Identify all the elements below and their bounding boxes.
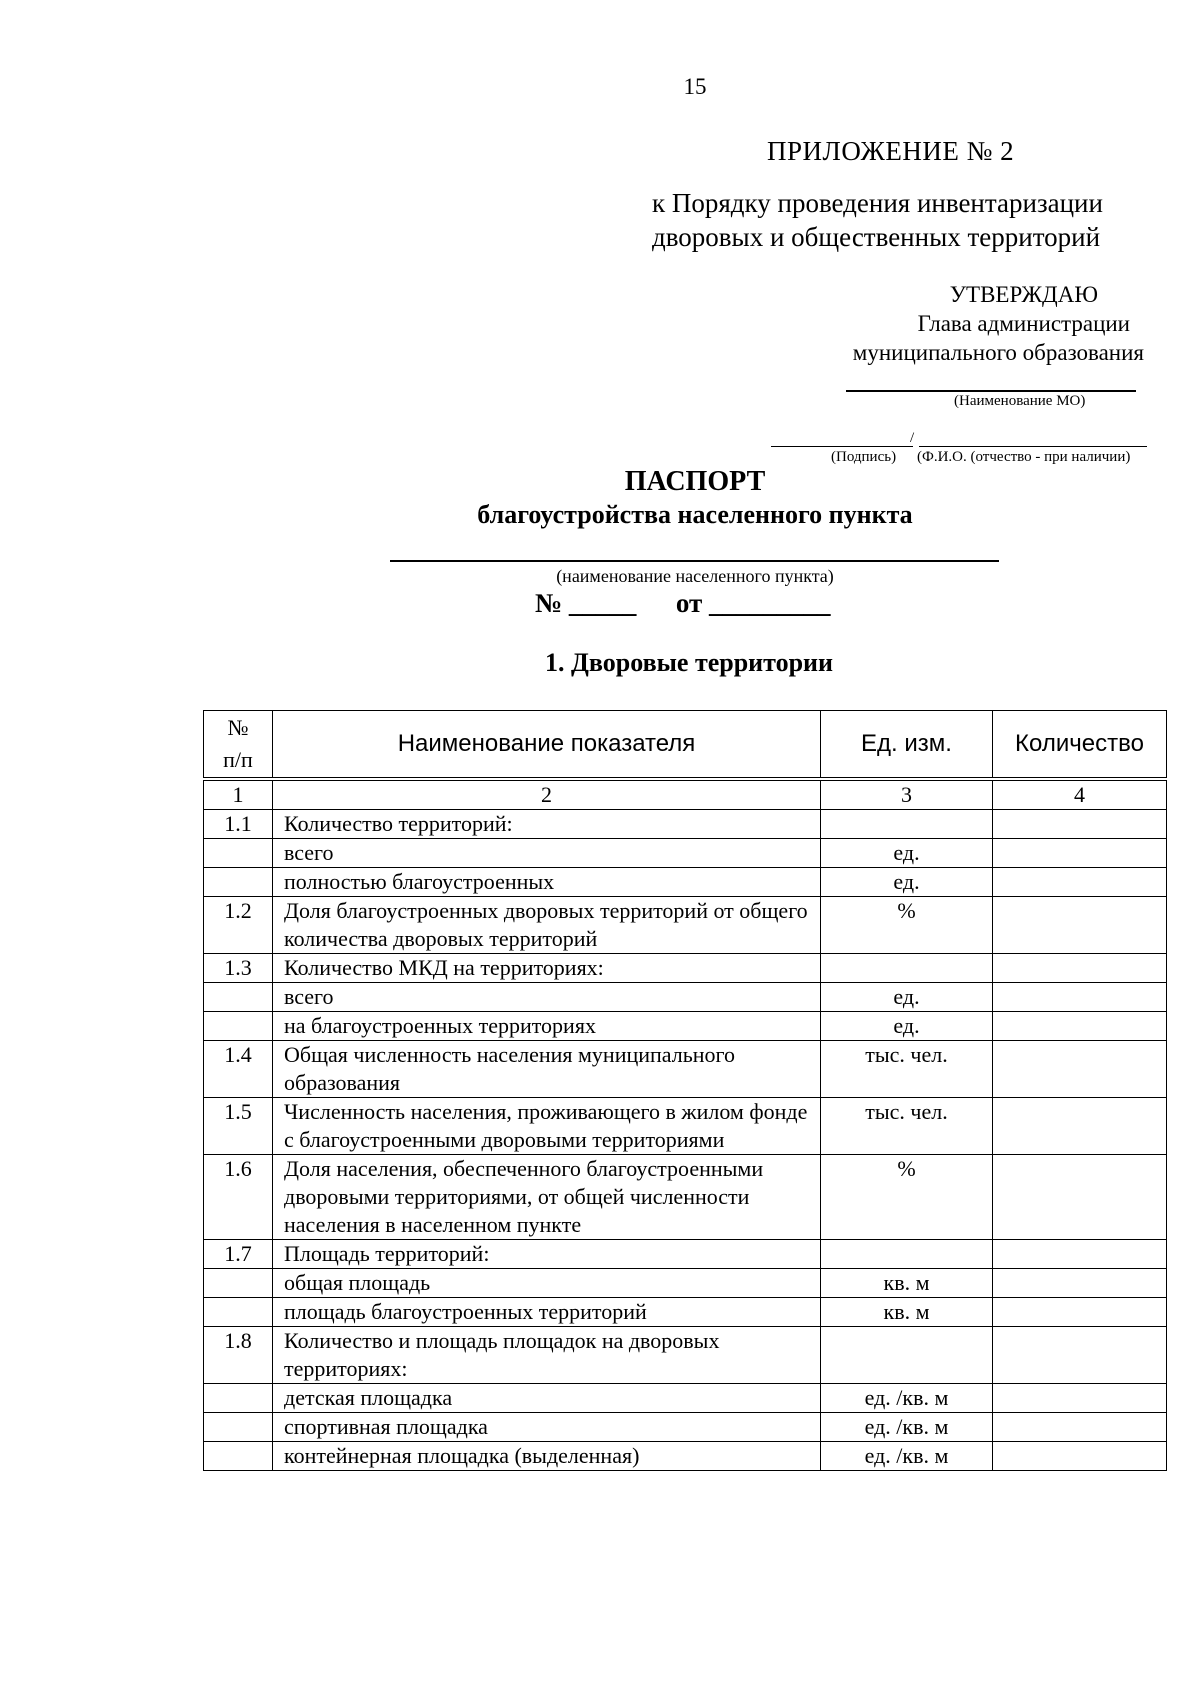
fio-caption: (Ф.И.О. (отчество - при наличии) <box>917 449 1131 465</box>
row-unit: % <box>821 1155 993 1240</box>
row-qty[interactable] <box>993 1327 1167 1384</box>
row-unit: ед. /кв. м <box>821 1413 993 1442</box>
row-unit: ед. <box>821 839 993 868</box>
row-num: 1.3 <box>204 954 273 983</box>
row-name: полностью благоустроенных <box>273 868 821 897</box>
header-name: Наименование показателя <box>273 711 821 780</box>
row-unit: ед. /кв. м <box>821 1384 993 1413</box>
row-name: детская площадка <box>273 1384 821 1413</box>
passport-subtitle: благоустройства населенного пункта <box>477 500 913 529</box>
appendix-title: ПРИЛОЖЕНИЕ № 2 <box>767 136 1015 166</box>
signature-line <box>771 446 913 447</box>
row-num <box>204 1442 273 1471</box>
row-name: площадь благоустроенных территорий <box>273 1298 821 1327</box>
row-qty[interactable] <box>993 983 1167 1012</box>
row-num <box>204 1298 273 1327</box>
row-name: спортивная площадка <box>273 1413 821 1442</box>
table-row <box>204 1298 1167 1327</box>
table-row <box>204 983 1167 1012</box>
row-name: общая площадь <box>273 1269 821 1298</box>
row-unit: ед. <box>821 868 993 897</box>
table-header-row <box>204 711 1167 780</box>
row-name: Численность населения, проживающего в жилом фонде с благоустроенными дворовыми территориями <box>273 1098 821 1155</box>
row-qty[interactable] <box>993 839 1167 868</box>
row-unit: тыс. чел. <box>821 1098 993 1155</box>
header-num-line-1: № <box>227 715 249 740</box>
row-unit: ед. /кв. м <box>821 1442 993 1471</box>
fio-line <box>919 446 1147 447</box>
table-row <box>204 839 1167 868</box>
approve-position-2: муниципального образования <box>852 340 1144 365</box>
row-name: Доля населения, обеспеченного благоустроенными дворовыми территориями, от общей численности населения в населенном пункте <box>273 1155 821 1240</box>
row-num <box>204 1413 273 1442</box>
header-num-line-2: п/п <box>223 747 253 772</box>
row-qty[interactable] <box>993 1384 1167 1413</box>
header-num <box>204 711 273 780</box>
header-qty: Количество <box>993 711 1167 780</box>
row-qty[interactable] <box>993 1298 1167 1327</box>
table-row <box>204 1384 1167 1413</box>
row-num <box>204 868 273 897</box>
row-name: Общая численность населения муниципального образования <box>273 1041 821 1098</box>
row-name: Количество МКД на территориях: <box>273 954 821 983</box>
row-qty[interactable] <box>993 810 1167 839</box>
table-row <box>204 1413 1167 1442</box>
section-title: 1. Дворовые территории <box>545 648 834 677</box>
appendix-line-2: дворовых и общественных территорий <box>652 222 1101 252</box>
row-unit: % <box>821 897 993 954</box>
row-num <box>204 1384 273 1413</box>
row-name: на благоустроенных территориях <box>273 1012 821 1041</box>
row-qty[interactable] <box>993 954 1167 983</box>
passport-date: от _________ <box>675 588 831 618</box>
settlement-caption: (наименование населенного пункта) <box>556 566 834 586</box>
table-row <box>204 868 1167 897</box>
approve-label: УТВЕРЖДАЮ <box>949 282 1098 307</box>
row-num: 1.7 <box>204 1240 273 1269</box>
table-row <box>204 1041 1167 1098</box>
row-name: всего <box>273 839 821 868</box>
row-name: всего <box>273 983 821 1012</box>
row-unit <box>821 1240 993 1269</box>
row-qty[interactable] <box>993 897 1167 954</box>
row-unit: кв. м <box>821 1269 993 1298</box>
row-qty[interactable] <box>993 1442 1167 1471</box>
row-qty[interactable] <box>993 1012 1167 1041</box>
index-cell-4: 4 <box>993 779 1167 810</box>
passport-number-date <box>535 588 831 619</box>
index-cell-3: 3 <box>821 779 993 810</box>
row-qty[interactable] <box>993 1041 1167 1098</box>
row-num <box>204 1012 273 1041</box>
table-index-row <box>204 779 1167 810</box>
row-unit <box>821 954 993 983</box>
passport-title: ПАСПОРТ <box>624 466 766 497</box>
row-name: Количество территорий: <box>273 810 821 839</box>
signature-caption: (Подпись) <box>831 449 897 465</box>
row-qty[interactable] <box>993 1269 1167 1298</box>
row-num: 1.6 <box>204 1155 273 1240</box>
row-num: 1.1 <box>204 810 273 839</box>
appendix-line-1: к Порядку проведения инвентаризации <box>652 188 1103 218</box>
mo-name-line <box>846 390 1136 392</box>
row-qty[interactable] <box>993 1155 1167 1240</box>
row-name: Количество и площадь площадок на дворовых территориях: <box>273 1327 821 1384</box>
index-cell-1: 1 <box>204 779 273 810</box>
row-qty[interactable] <box>993 1413 1167 1442</box>
row-unit <box>821 1327 993 1384</box>
page-number: 15 <box>683 74 707 99</box>
table-row <box>204 1098 1167 1155</box>
row-name: контейнерная площадка (выделенная) <box>273 1442 821 1471</box>
row-unit <box>821 810 993 839</box>
table-row <box>204 1327 1167 1384</box>
table-row <box>204 897 1167 954</box>
table-row <box>204 1442 1167 1471</box>
header-unit: Ед. изм. <box>821 711 993 780</box>
mo-caption: (Наименование МО) <box>954 393 1086 409</box>
row-unit: ед. <box>821 1012 993 1041</box>
row-unit: кв. м <box>821 1298 993 1327</box>
index-cell-2: 2 <box>273 779 821 810</box>
approve-position-1: Глава администрации <box>917 311 1130 336</box>
table-row <box>204 1012 1167 1041</box>
row-qty[interactable] <box>993 868 1167 897</box>
passport-number: № _____ <box>535 588 637 618</box>
table-row <box>204 1269 1167 1298</box>
row-name: Доля благоустроенных дворовых территорий от общего количества дворовых территорий <box>273 897 821 954</box>
settlement-name-line <box>390 560 999 562</box>
row-num <box>204 983 273 1012</box>
row-num: 1.4 <box>204 1041 273 1098</box>
row-num: 1.5 <box>204 1098 273 1155</box>
row-num: 1.2 <box>204 897 273 954</box>
row-qty[interactable] <box>993 1098 1167 1155</box>
table-row <box>204 810 1167 839</box>
row-num <box>204 1269 273 1298</box>
table-row <box>204 1240 1167 1269</box>
row-unit: тыс. чел. <box>821 1041 993 1098</box>
row-qty[interactable] <box>993 1240 1167 1269</box>
row-num <box>204 839 273 868</box>
row-name: Площадь территорий: <box>273 1240 821 1269</box>
row-unit: ед. <box>821 983 993 1012</box>
passport-table <box>203 710 1167 1471</box>
table-row <box>204 954 1167 983</box>
signature-slash: / <box>910 430 915 446</box>
table-row <box>204 1155 1167 1240</box>
row-num: 1.8 <box>204 1327 273 1384</box>
